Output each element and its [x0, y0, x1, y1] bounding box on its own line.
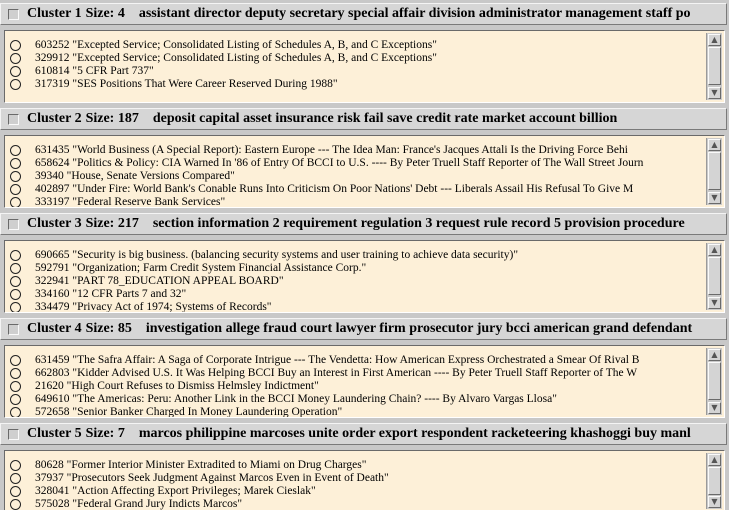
- document-title: 649610 "The Americas: Peru: Another Link in the BCCI Money Laundering Chain? ---- By Alvaro Vargas Llosa": [35, 393, 557, 405]
- cluster-select-checkbox[interactable]: [8, 114, 19, 125]
- scroll-thumb[interactable]: [708, 152, 721, 190]
- list-item[interactable]: [5, 288, 703, 301]
- document-list-panel: [4, 135, 725, 208]
- cluster-select-checkbox[interactable]: [8, 429, 19, 440]
- document-title: 334160 "12 CFR Parts 7 and 32": [35, 288, 187, 300]
- document-list-panel: [4, 240, 725, 313]
- document-title: 610814 "5 CFR Part 737": [35, 65, 154, 77]
- doc-radio-button[interactable]: [10, 407, 21, 418]
- cluster-keywords: marcos philippine marcoses unite order export respondent racketeering khashoggi buy manl: [138, 426, 691, 441]
- cluster-header: [0, 3, 727, 25]
- cluster-keywords: assistant director deputy secretary special affair division administrator management staff po: [138, 6, 691, 21]
- cluster-panel-3: [0, 213, 729, 318]
- cluster-label: Cluster 4: [27, 321, 82, 336]
- list-item[interactable]: [5, 301, 703, 313]
- list-item[interactable]: [5, 367, 703, 380]
- document-title: 572658 "Senior Banker Charged In Money Laundering Operation": [35, 406, 343, 418]
- document-title: 334479 "Privacy Act of 1974; Systems of Records": [35, 301, 272, 313]
- scroll-thumb[interactable]: [708, 467, 721, 495]
- document-title: 575028 "Federal Grand Jury Indicts Marcos": [35, 498, 243, 510]
- scroll-up-arrow-icon[interactable]: ▲: [708, 349, 721, 361]
- doc-radio-button[interactable]: [10, 486, 21, 497]
- doc-radio-button[interactable]: [10, 355, 21, 366]
- document-list: [5, 249, 703, 313]
- document-list-panel: [4, 345, 725, 418]
- scroll-up-arrow-icon[interactable]: ▲: [708, 454, 721, 466]
- doc-radio-button[interactable]: [10, 79, 21, 90]
- list-item[interactable]: [5, 275, 703, 288]
- doc-radio-button[interactable]: [10, 158, 21, 169]
- cluster-select-checkbox[interactable]: [8, 9, 19, 20]
- doc-radio-button[interactable]: [10, 473, 21, 484]
- doc-radio-button[interactable]: [10, 263, 21, 274]
- cluster-size: Size: 217: [85, 216, 139, 231]
- doc-radio-button[interactable]: [10, 171, 21, 182]
- document-list: [5, 39, 703, 103]
- cluster-title: [27, 111, 617, 127]
- list-item[interactable]: [5, 144, 703, 157]
- doc-radio-button[interactable]: [10, 145, 21, 156]
- list-item[interactable]: [5, 157, 703, 170]
- list-item[interactable]: [5, 183, 703, 196]
- doc-radio-button[interactable]: [10, 381, 21, 392]
- cluster-size: Size: 4: [85, 6, 125, 21]
- document-title: 333197 "Federal Reserve Bank Services": [35, 196, 226, 208]
- document-title: 39340 "House, Senate Versions Compared": [35, 170, 235, 182]
- cluster-keywords: investigation allege fraud court lawyer firm prosecutor jury bcci american grand defendant: [145, 321, 693, 336]
- scroll-down-arrow-icon[interactable]: ▼: [708, 192, 721, 204]
- doc-radio-button[interactable]: [10, 302, 21, 313]
- list-item[interactable]: [5, 170, 703, 183]
- list-item[interactable]: [5, 354, 703, 367]
- list-item[interactable]: [5, 262, 703, 275]
- document-list: [5, 354, 703, 418]
- list-item[interactable]: [5, 249, 703, 262]
- cluster-size: Size: 187: [85, 111, 139, 126]
- doc-radio-button[interactable]: [10, 66, 21, 77]
- scroll-up-arrow-icon[interactable]: ▲: [708, 244, 721, 256]
- list-item[interactable]: [5, 498, 703, 510]
- cluster-keywords: deposit capital asset insurance risk fail save credit rate market account billion: [152, 111, 618, 126]
- list-item[interactable]: [5, 393, 703, 406]
- scroll-down-arrow-icon[interactable]: ▼: [708, 496, 721, 508]
- list-item[interactable]: [5, 459, 703, 472]
- doc-radio-button[interactable]: [10, 276, 21, 287]
- doc-radio-button[interactable]: [10, 368, 21, 379]
- document-title: 329912 "Excepted Service; Consolidated Listing of Schedules A, B, and C Exceptions": [35, 52, 437, 64]
- vertical-scrollbar[interactable]: [706, 138, 722, 205]
- cluster-panel-1: [0, 3, 729, 108]
- document-title: 37937 "Prosecutors Seek Judgment Against Marcos Even in Event of Death": [35, 472, 389, 484]
- cluster-keywords: section information 2 requirement regulation 3 request rule record 5 provision procedure: [152, 216, 685, 231]
- document-title: 80628 "Former Interior Minister Extradited to Miami on Drug Charges": [35, 459, 367, 471]
- list-item[interactable]: [5, 65, 703, 78]
- document-title: 328041 "Action Affecting Export Privileges; Marek Cieslak": [35, 485, 316, 497]
- cluster-panel-5: [0, 423, 729, 510]
- list-item[interactable]: [5, 39, 703, 52]
- scroll-up-arrow-icon[interactable]: ▲: [708, 34, 721, 46]
- document-title: 603252 "Excepted Service; Consolidated Listing of Schedules A, B, and C Exceptions": [35, 39, 437, 51]
- doc-radio-button[interactable]: [10, 250, 21, 261]
- list-item[interactable]: [5, 380, 703, 393]
- document-title: 402897 "Under Fire: World Bank's Conable Runs Into Criticism On Poor Nations' Debt --- Liberals Assail His Refusal To Give M: [35, 183, 634, 195]
- cluster-label: Cluster 3: [27, 216, 82, 231]
- cluster-title: [27, 216, 685, 232]
- scroll-thumb[interactable]: [708, 362, 721, 400]
- cluster-header: [0, 213, 727, 235]
- document-title: 631435 "World Business (A Special Report): Eastern Europe --- The Idea Man: France's Jacques Attali Is the Driving Force Behi: [35, 144, 628, 156]
- list-item[interactable]: [5, 196, 703, 208]
- document-title: 662803 "Kidder Advised U.S. It Was Helping BCCI Buy an Interest in First American ---- By Peter Truell Staff Reporter of The W: [35, 367, 638, 379]
- document-list: [5, 459, 703, 510]
- cluster-panel-2: [0, 108, 729, 213]
- doc-radio-button[interactable]: [10, 394, 21, 405]
- document-title: 317319 "SES Positions That Were Career Reserved During 1988": [35, 78, 338, 90]
- scroll-thumb[interactable]: [708, 257, 721, 295]
- vertical-scrollbar[interactable]: [706, 348, 722, 415]
- document-list-panel: [4, 30, 725, 103]
- vertical-scrollbar[interactable]: [706, 453, 722, 509]
- scroll-up-arrow-icon[interactable]: ▲: [708, 139, 721, 151]
- cluster-header: [0, 318, 727, 340]
- doc-radio-button[interactable]: [10, 499, 21, 510]
- scroll-down-arrow-icon[interactable]: ▼: [708, 402, 721, 414]
- cluster-size: Size: 7: [85, 426, 125, 441]
- list-item[interactable]: [5, 52, 703, 65]
- document-title: 592791 "Organization; Farm Credit System Financial Assistance Corp.": [35, 262, 367, 274]
- scroll-thumb[interactable]: [708, 47, 721, 85]
- document-title: 631459 "The Safra Affair: A Saga of Corporate Intrigue --- The Vendetta: How American Express Orchestrated a Smear Of Rival B: [35, 354, 640, 366]
- vertical-scrollbar[interactable]: [706, 33, 722, 100]
- document-title: 658624 "Politics & Policy: CIA Warned In '86 of Entry Of BCCI to U.S. ---- By Peter Truell Staff Reporter of The Wall Street Journ: [35, 157, 644, 169]
- cluster-label: Cluster 2: [27, 111, 82, 126]
- list-item[interactable]: [5, 78, 703, 91]
- cluster-size: Size: 85: [85, 321, 132, 336]
- cluster-title: [27, 426, 691, 442]
- doc-radio-button[interactable]: [10, 53, 21, 64]
- doc-radio-button[interactable]: [10, 184, 21, 195]
- cluster-title: [27, 321, 692, 337]
- cluster-panel-4: [0, 318, 729, 423]
- cluster-header: [0, 423, 727, 445]
- cluster-select-checkbox[interactable]: [8, 324, 19, 335]
- list-item[interactable]: [5, 485, 703, 498]
- document-list-panel: [4, 450, 725, 510]
- list-item[interactable]: [5, 406, 703, 418]
- cluster-title: [27, 6, 691, 22]
- cluster-label: Cluster 1: [27, 6, 82, 21]
- doc-radio-button[interactable]: [10, 40, 21, 51]
- doc-radio-button[interactable]: [10, 197, 21, 208]
- cluster-label: Cluster 5: [27, 426, 82, 441]
- doc-radio-button[interactable]: [10, 289, 21, 300]
- scroll-down-arrow-icon[interactable]: ▼: [708, 297, 721, 309]
- document-title: 322941 "PART 78_EDUCATION APPEAL BOARD": [35, 275, 284, 287]
- doc-radio-button[interactable]: [10, 460, 21, 471]
- document-title: 21620 "High Court Refuses to Dismiss Helmsley Indictment": [35, 380, 319, 392]
- document-title: 690665 "Security is big business. (balancing security systems and user training to achieve data security)": [35, 249, 519, 261]
- document-list: [5, 144, 703, 208]
- list-item[interactable]: [5, 472, 703, 485]
- scroll-down-arrow-icon[interactable]: ▼: [708, 87, 721, 99]
- cluster-header: [0, 108, 727, 130]
- cluster-select-checkbox[interactable]: [8, 219, 19, 230]
- vertical-scrollbar[interactable]: [706, 243, 722, 310]
